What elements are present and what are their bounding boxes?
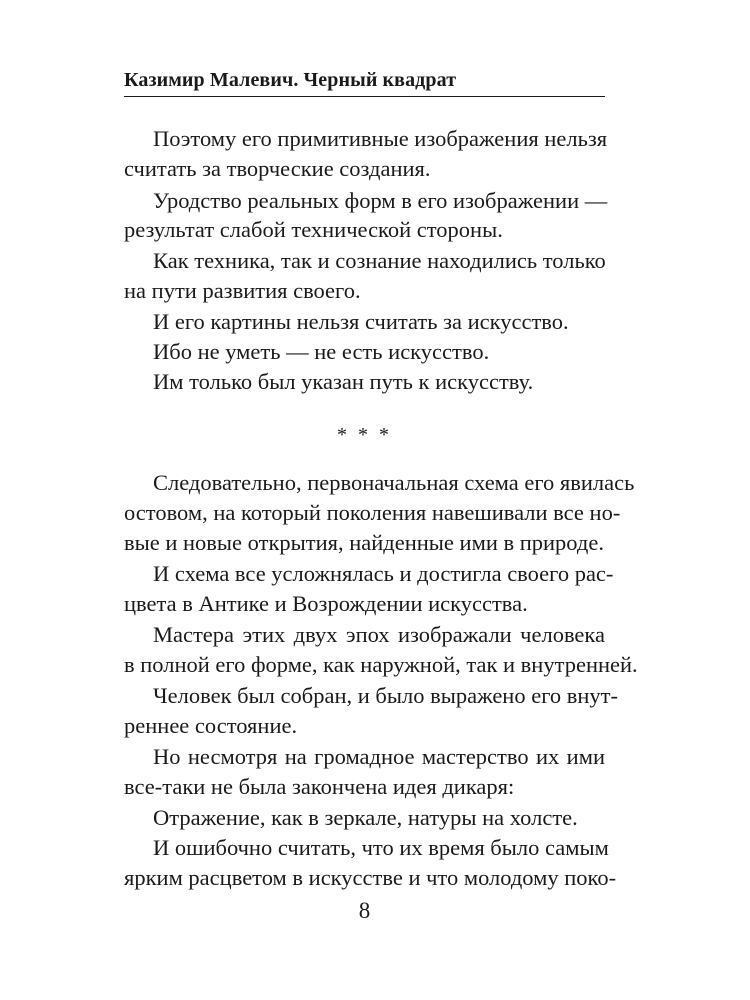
text-line: Следовательно, первоначальная схема его явилась xyxy=(153,470,635,495)
text-line: Но несмотря на громадное мастерство их ими xyxy=(153,744,605,769)
text-line: Ибо не уметь — не есть искусство. xyxy=(153,339,490,364)
text-line: Мастера этих двух эпох изображали человека xyxy=(153,622,605,647)
section-separator: * * * xyxy=(337,424,392,446)
running-head xyxy=(124,64,605,97)
text-line: Отражение, как в зеркале, натуры на холсте. xyxy=(153,805,578,830)
text-line: Поэтому его примитивные изображения нельзя xyxy=(153,126,608,151)
text-line: Им только был указан путь к искусству. xyxy=(153,369,534,394)
text-line: считать за творческие создания. xyxy=(124,156,431,181)
text-line: И схема все усложнялась и достигла своего рас- xyxy=(153,561,614,586)
text-line: цвета в Антике и Возрождении искусства. xyxy=(124,591,528,616)
text-line: вые и новые открытия, найденные ими в природе. xyxy=(124,530,604,555)
text-line: И его картины нельзя считать за искусство. xyxy=(153,309,569,334)
running-head-title: Казимир Малевич. Черный квадрат xyxy=(124,69,457,91)
text-line: ярким расцветом в искусстве и что молодому поко- xyxy=(124,865,617,890)
text-line: в полной его форме, как наружной, так и внутренней. xyxy=(124,652,638,677)
text-line: И ошибочно считать, что их время было самым xyxy=(153,835,609,860)
page-number: 8 xyxy=(358,898,371,923)
text-line: реннее состояние. xyxy=(124,713,298,738)
text-line: все-таки не была закончена идея дикаря: xyxy=(124,774,515,799)
text-line: остовом, на который поколения навешивали все но- xyxy=(124,500,621,525)
text-line: Человек был собран, и было выражено его внут- xyxy=(153,683,618,708)
text-line: Как техника, так и сознание находились только xyxy=(153,248,606,273)
text-line: на пути развития своего. xyxy=(124,278,361,303)
text-line: результат слабой технической стороны. xyxy=(124,217,503,242)
text-line: Уродство реальных форм в его изображении — xyxy=(153,188,608,213)
